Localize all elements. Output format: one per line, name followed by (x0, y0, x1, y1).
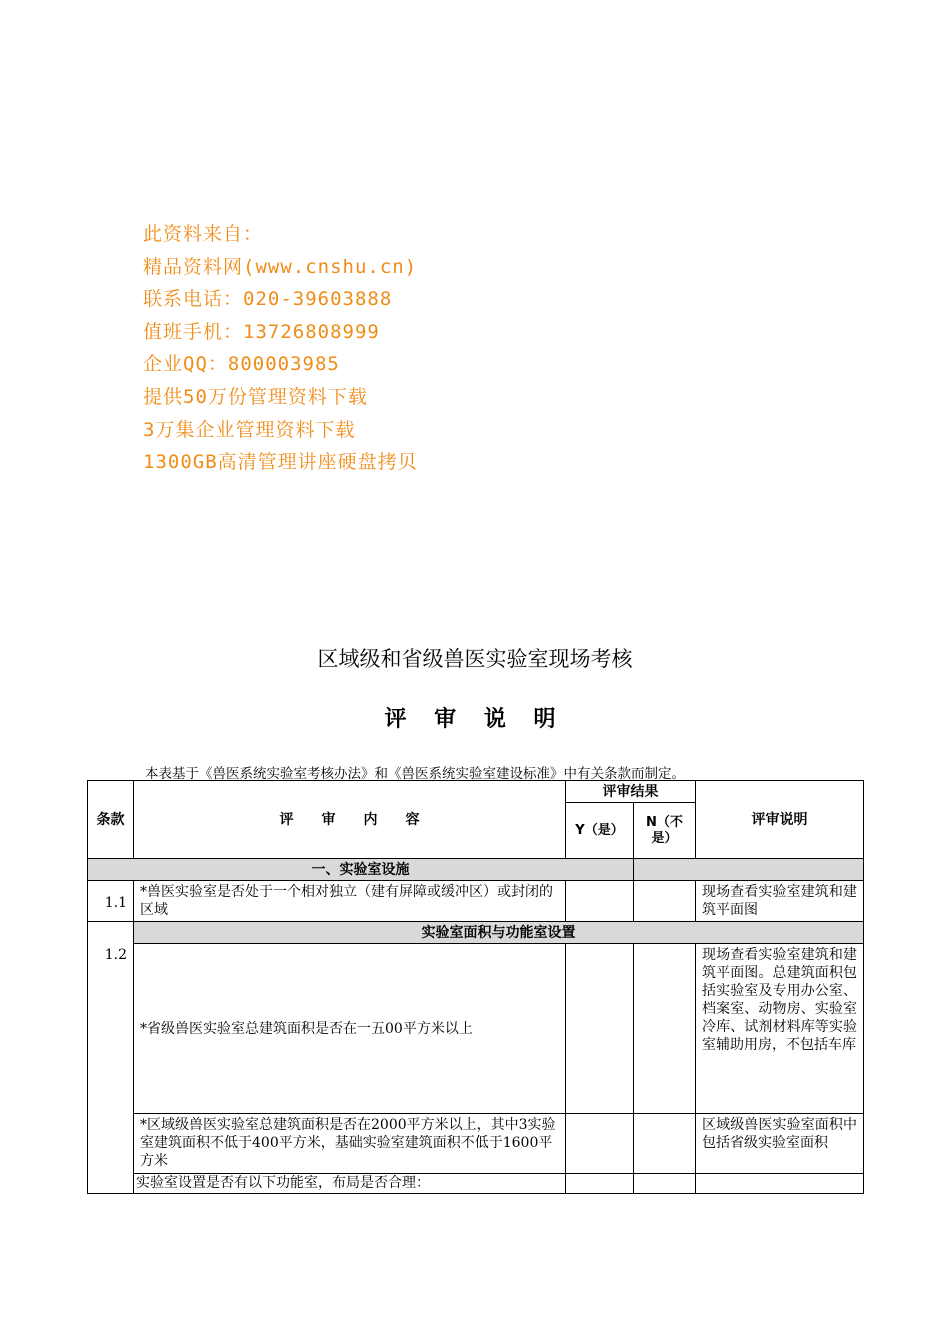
result-no-cell (634, 944, 696, 1114)
section-title: 一、实验室设施 (88, 859, 634, 881)
header-no: N（不是） (634, 803, 696, 859)
document-intro: 本表基于《兽医系统实验室考核办法》和《兽医系统实验室建设标准》中有关条款而制定。 (145, 766, 685, 782)
document-title: 区域级和省级兽医实验室现场考核 (317, 647, 633, 671)
clause-content: *兽医实验室是否处于一个相对独立（建有屏障或缓冲区）或封闭的区域 (134, 881, 566, 922)
table-row (88, 1174, 864, 1194)
result-yes-cell (566, 1174, 634, 1194)
promo-block (143, 218, 418, 479)
promo-line: 企业QQ：800003985 (143, 353, 340, 376)
clause-content: *省级兽医实验室总建筑面积是否在一五00平方米以上 (134, 944, 566, 1114)
clause-note: 现场查看实验室建筑和建筑平面图。总建筑面积包括实验室及专用办公室、档案室、动物房、实验室冷库、试剂材料库等实验室辅助用房，不包括车库 (696, 944, 864, 1114)
promo-line: 3万集企业管理资料下载 (143, 418, 356, 441)
result-no-cell (634, 1114, 696, 1174)
header-content: 评 审 内 容 (134, 781, 566, 859)
result-no-cell (634, 881, 696, 922)
section-row (88, 859, 864, 881)
table-row (88, 881, 864, 922)
promo-line: 联系电话：020-39603888 (143, 288, 393, 311)
clause-note: 现场查看实验室建筑和建筑平面图 (696, 881, 864, 922)
promo-line: 此资料来自： (143, 223, 264, 245)
section-blank (634, 859, 864, 881)
result-yes-cell (566, 944, 634, 1114)
subsection-row (88, 922, 864, 944)
result-yes-cell (566, 1114, 634, 1174)
document-subtitle: 评 审 说 明 (384, 706, 566, 732)
promo-line: 精品资料网(www.cnshu.cn) (143, 255, 418, 278)
clause-content: 实验室设置是否有以下功能室，布局是否合理： (134, 1174, 566, 1194)
clause-note: 区域级兽医实验室面积中包括省级实验室面积 (696, 1114, 864, 1174)
clause-number: 1.2 (88, 922, 134, 1194)
result-no-cell (634, 1174, 696, 1194)
result-yes-cell (566, 881, 634, 922)
promo-line: 值班手机：13726808999 (143, 320, 380, 343)
subsection-title: 实验室面积与功能室设置 (134, 922, 864, 944)
promo-line: 提供50万份管理资料下载 (143, 385, 368, 408)
review-table (87, 780, 864, 1194)
header-clause: 条款 (88, 781, 134, 859)
header-note: 评审说明 (696, 781, 864, 859)
promo-line: 1300GB高清管理讲座硬盘拷贝 (143, 451, 418, 474)
clause-note (696, 1174, 864, 1194)
header-yes: Y（是） (566, 803, 634, 859)
table-row (88, 1114, 864, 1174)
clause-content: *区域级兽医实验室总建筑面积是否在2000平方米以上，其中3实验室建筑面积不低于400平方米，基础实验室建筑面积不低于1600平方米 (134, 1114, 566, 1174)
table-row (88, 944, 864, 1114)
header-result: 评审结果 (566, 781, 696, 803)
table-header-row (88, 781, 864, 803)
clause-number: 1.1 (88, 881, 134, 922)
